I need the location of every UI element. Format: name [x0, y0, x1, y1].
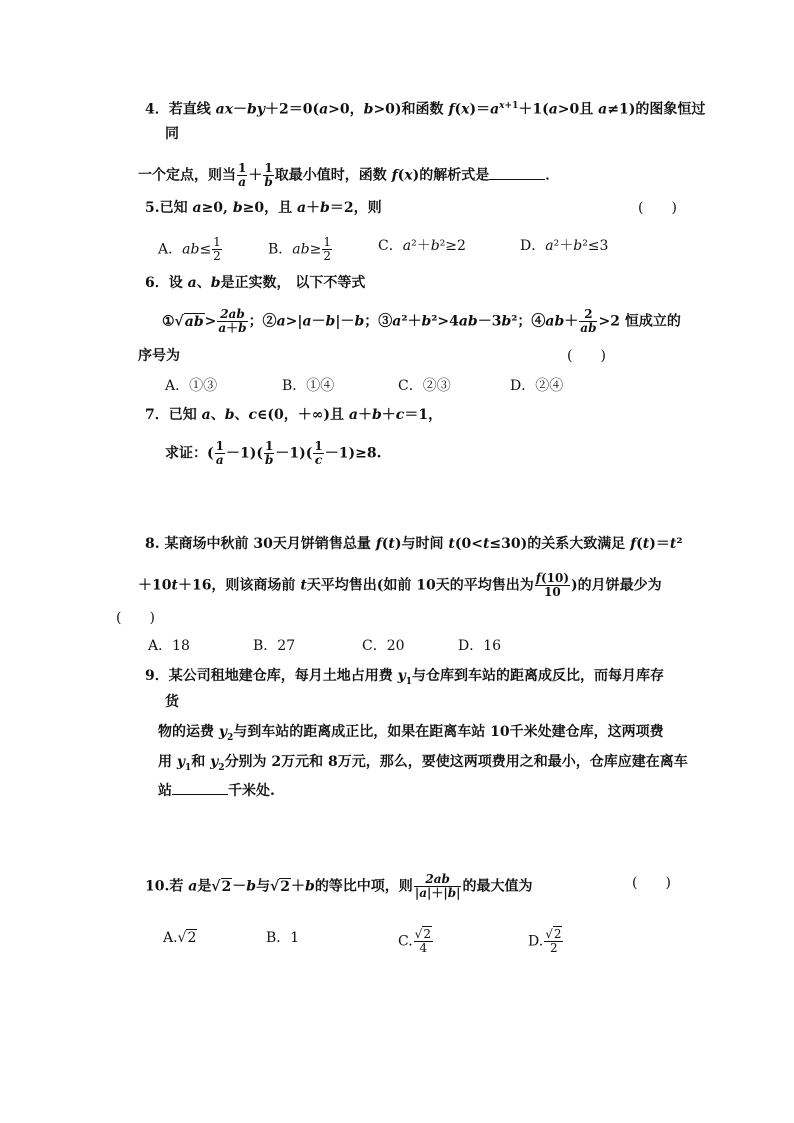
- q8-option-b: B．27: [253, 638, 296, 654]
- q9-line1: 9．某公司租地建仓库，每月土地占用费 $y_1$与仓库到车站的距离成反比，而每月库存: [145, 668, 665, 687]
- q4-text-part1: 4．若直线: [145, 101, 216, 118]
- q8-answer-paren: ( ): [116, 610, 155, 626]
- q4-line1: 4．若直线 ax－by＋2＝0(a>0，b>0)和函数 $f(x)=a^{x+1}+1(a>0$且 a≠1)的图象恒过: [145, 101, 706, 118]
- q6-option-a: A．①③: [165, 378, 218, 394]
- q7-stem: 7．已知 a、b、c∈(0，＋∞)且 a＋b＋c＝1，: [145, 407, 443, 423]
- q5-option-b: B．ab≥ $\frac{1}{2}$: [268, 235, 331, 263]
- q8-option-c: C．20: [362, 638, 405, 654]
- q8-option-a: A．18: [148, 638, 190, 654]
- q8-option-d: D．16: [458, 638, 502, 654]
- q5-option-a: A．ab≤ $\frac{1}{2}$: [158, 235, 221, 263]
- q6-inequalities: ①√ab> $\frac{2ab}{a+b}$ ；②a>|a－b|－b；③a²＋b²>4ab－3b²；④ab＋ $\frac{2}{ab}$ >2 恒成立的: [162, 307, 681, 335]
- q6-option-b: B．①④: [282, 378, 335, 394]
- q7-proof: 求证：( $\frac{1}{a}$ －1)( $\frac{1}{b}$ －1)( $\frac{1}{c}$ －1)≥8.: [165, 439, 382, 467]
- q5-option-c: C．a²＋b²≥2: [378, 238, 466, 254]
- q10-option-a: A.√2: [163, 930, 197, 946]
- q9-line1-wrap: 货: [165, 694, 179, 710]
- q10-option-b: B．1: [266, 930, 300, 946]
- q10-stem: 10.若 a是√2－b与√2＋b的等比中项，则 $\frac{2ab}{|a|+|b|}$ 的最大值为: [145, 872, 533, 900]
- q6-option-d: D．②④: [510, 378, 564, 394]
- q6-option-c: C．②③: [398, 378, 451, 394]
- q9-line2: 物的运费 $y_2$与到车站的距离成正比，如果在距离车站 10千米处建仓库，这两项费: [158, 724, 664, 743]
- q10-option-c: C. $\frac{√2}{4}$: [398, 927, 431, 955]
- q5-answer-paren: ( ): [638, 200, 677, 216]
- q6-stem: 6．设 a、b是正实数， 以下不等式: [145, 275, 366, 291]
- q4-answer-blank[interactable]: [489, 165, 545, 180]
- q9-answer-blank[interactable]: [172, 780, 228, 795]
- q9-line4: 站 千米处.: [158, 780, 275, 801]
- q9-line3: 用 $y_1$和 $y_2$分别为 2万元和 8万元，那么，要使这两项费用之和最小，仓库应建在离车: [158, 754, 688, 773]
- q6-line3: 序号为: [138, 348, 180, 364]
- q5-stem: 5.已知 a≥0, b≥0，且 a＋b＝2，则: [145, 200, 382, 216]
- q10-answer-paren: ( ): [632, 875, 671, 891]
- q4-line1-wrap: 同: [165, 126, 179, 142]
- q6-answer-paren: ( ): [567, 348, 606, 364]
- q10-option-d: D. $\frac{√2}{2}$: [528, 927, 562, 955]
- q8-line1: 8. 某商场中秋前 30天月饼销售总量 f(t)与时间 t(0<t≤30)的关系大致满足 f(t)＝t²: [145, 536, 683, 552]
- q5-option-d: D．a²＋b²≤3: [520, 238, 609, 254]
- q4-line2: 一个定点，则当 $\frac{1}{a}$ ＋ $\frac{1}{b}$ 取最小值时，函数 f(x)的解析式是 ．: [138, 161, 560, 189]
- q8-line2: ＋10t＋16，则该商场前 t天平均售出(如前 10天的平均售出为 $\frac{f(10)}{10}$ )的月饼最少为: [138, 571, 662, 599]
